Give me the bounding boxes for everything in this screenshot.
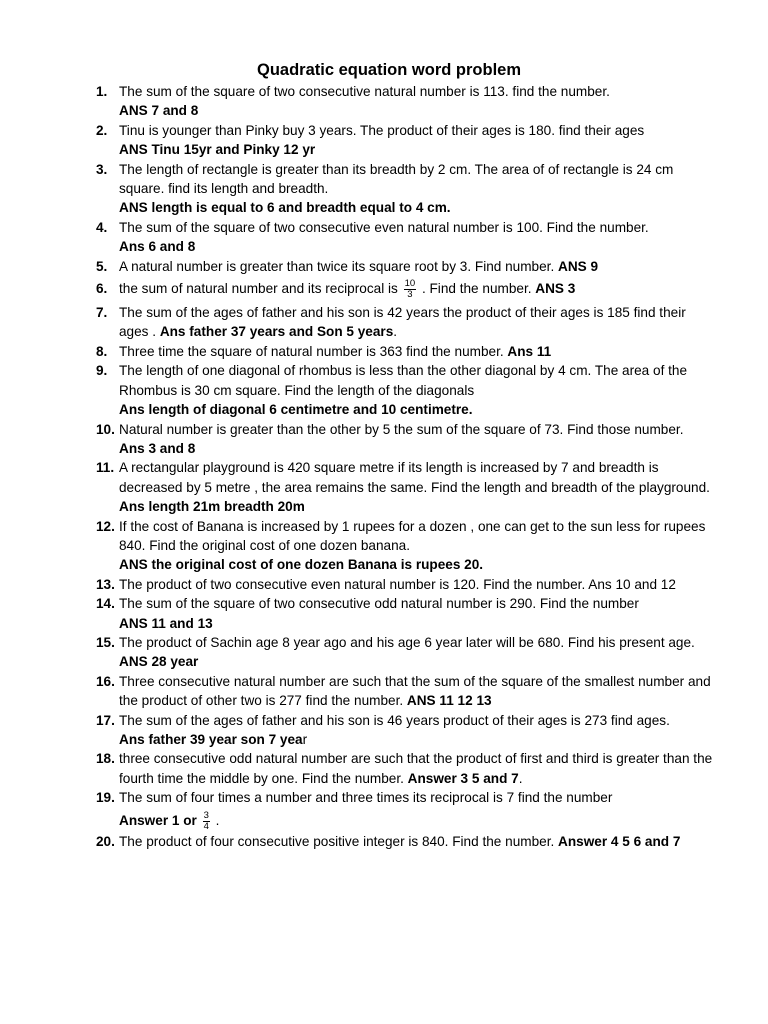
problem-number: 10. [96, 421, 115, 437]
answer-text: Answer 3 5 and 7 [407, 770, 519, 786]
problem-14 [0, 594, 713, 633]
problem-number: 13. [96, 576, 115, 592]
answer-tail: . [518, 770, 523, 786]
problem-text: Tinu is younger than Pinky buy 3 years. The product of their ages is 180. find their ages [119, 122, 645, 138]
problem-text: the sum of natural number and its reciprocal is [119, 281, 402, 297]
fraction-denominator: 4 [203, 820, 209, 832]
answer-tail: r [302, 732, 308, 747]
answer-text: ANS Tinu 15yr and Pinky 12 yr [119, 142, 316, 158]
problem-text: The product of two consecutive even natural number is 120. Find the number. Ans 10 and 12 [119, 576, 676, 592]
answer-text: ANS 28 year [119, 654, 199, 670]
answer-text: Ans father 37 years and Son 5 years [159, 324, 394, 340]
problem-text: The sum of the square of two consecutive odd natural number is 290. Find the number [119, 596, 639, 612]
problem-5 [0, 257, 713, 276]
problem-number: 19. [96, 790, 115, 806]
problem-number: 11. [96, 460, 115, 476]
problem-number: 8. [96, 343, 108, 359]
problem-text: The sum of the ages of father and his son is 42 years the product of their ages is 185 find their ages . [119, 305, 686, 340]
problem-16 [0, 672, 713, 711]
problem-20 [0, 832, 713, 851]
problem-11 [0, 458, 713, 516]
problem-3 [0, 160, 713, 218]
problem-number: 7. [96, 305, 108, 321]
page-title: Quadratic equation word problem [256, 61, 522, 79]
answer-text: ANS 11 12 13 [406, 693, 492, 709]
problem-number: 18. [96, 751, 115, 767]
answer-text: Ans 3 and 8 [119, 440, 196, 456]
problem-text: Three time the square of natural number is 363 find the number. [119, 343, 508, 359]
problem-text: The sum of the square of two consecutive natural number is 113. find the number. [119, 84, 610, 99]
problem-number: 2. [96, 122, 108, 138]
answer-text: Ans 6 and 8 [119, 239, 196, 255]
problem-number: 20. [96, 833, 115, 849]
problem-text: The length of one diagonal of rhombus is less than the other diagonal by 4 cm. The area of the Rhombus is 30 cm square. Find the length of the diagonals [119, 363, 688, 398]
problem-17 [0, 711, 713, 750]
problem-4 [0, 218, 713, 257]
answer-text: Ans length of diagonal 6 centimetre and 10 centimetre. [119, 402, 473, 418]
problem-12 [0, 517, 713, 575]
problem-9 [0, 361, 713, 419]
problem-13 [0, 575, 713, 594]
problem-text: Natural number is greater than the other by 5 the sum of the square of 73. Find those number. [119, 421, 684, 437]
fraction-numerator: 3 [203, 809, 209, 821]
problem-1 [0, 82, 713, 121]
problem-8 [0, 342, 713, 361]
problem-number: 16. [96, 673, 115, 689]
problem-number: 5. [96, 258, 108, 274]
fraction [404, 279, 417, 300]
answer-text: Answer 1 or [119, 812, 201, 828]
problem-text: The length of rectangle is greater than its breadth by 2 cm. The area of of rectangle is 24 cm square. find its length and breadth. [119, 161, 674, 197]
answer-text: Answer 4 5 6 and 7 [558, 833, 681, 849]
problem-2 [0, 121, 713, 160]
problem-number: 3. [96, 161, 108, 177]
problem-text: Three consecutive natural number are such that the sum of the square of the smallest number and the product of other two is 277 find the number. [119, 673, 711, 709]
problem-text: If the cost of Banana is increased by 1 rupees for a dozen , one can get to the sun less for rupees 840. Find the original cost of one dozen banana. [119, 518, 706, 553]
problem-number: 14. [96, 596, 115, 612]
problem-number: 6. [96, 281, 108, 297]
answer-text: ANS length is equal to 6 and breadth equal to 4 cm. [119, 200, 451, 216]
problem-19 [0, 788, 713, 831]
answer-text: ANS 3 [535, 281, 576, 297]
problem-number: 15. [96, 634, 115, 650]
problem-7 [0, 303, 713, 342]
problem-text: The sum of four times a number and three times its reciprocal is 7 find the number [119, 790, 613, 806]
answer-tail: . [393, 324, 398, 340]
problem-text: The sum of the square of two consecutive even natural number is 100. Find the number. [119, 219, 649, 235]
problem-text: three consecutive odd natural number are such that the product of first and third is greater than the fourth time the middle by one. Find the number. [119, 751, 713, 786]
problem-text: A rectangular playground is 420 square metre if its length is increased by 7 and breadth is decreased by 5 metre , the area remains the same. Find the length and breadth of the playground. [119, 460, 710, 495]
answer-text: Ans father 39 year son 7 yea [119, 732, 303, 747]
problem-number: 17. [96, 712, 115, 728]
answer-text: ANS the original cost of one dozen Banana is rupees 20. [119, 557, 484, 573]
answer-text: ANS 11 and 13 [119, 615, 213, 631]
fraction [203, 811, 210, 832]
answer-text: Ans length 21m breadth 20m [119, 499, 305, 515]
problem-number: 1. [96, 84, 108, 99]
answer-tail: . [211, 812, 220, 828]
problem-text: The product of Sachin age 8 year ago and his age 6 year later will be 680. Find his present age. [119, 634, 695, 650]
problem-6 [0, 279, 713, 300]
answer-text: ANS 9 [558, 258, 599, 274]
answer-text: ANS 7 and 8 [119, 103, 199, 119]
problem-number: 9. [96, 363, 108, 379]
problem-text: The sum of the ages of father and his son is 46 years product of their ages is 273 find ages. [119, 712, 670, 728]
problem-18 [0, 749, 713, 788]
fraction-numerator: 10 [404, 278, 416, 290]
problem-list [0, 82, 768, 851]
problem-10 [0, 420, 713, 459]
problem-text: The product of four consecutive positive integer is 840. Find the number. [119, 833, 559, 849]
problem-text-cont: . Find the number. [418, 281, 536, 297]
answer-line [119, 811, 219, 832]
problem-number: 12. [96, 518, 115, 534]
problem-number: 4. [96, 219, 108, 235]
problem-15 [0, 633, 713, 672]
problem-text: A natural number is greater than twice its square root by 3. Find number. [119, 258, 559, 274]
fraction-denominator: 3 [407, 289, 413, 301]
answer-text: Ans 11 [507, 343, 552, 359]
